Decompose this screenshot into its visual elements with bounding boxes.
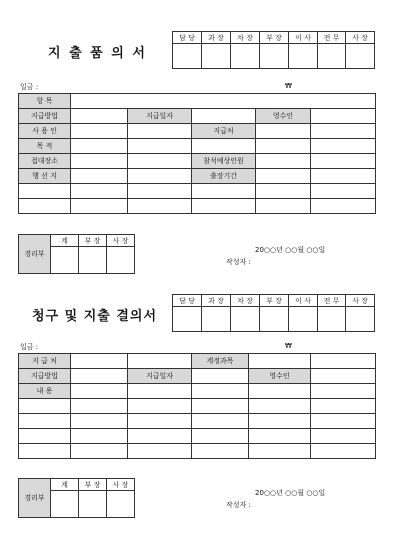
form1-main-table: [18, 93, 376, 214]
receiver-field[interactable]: [311, 369, 376, 384]
payee-field[interactable]: [256, 124, 311, 139]
approval-sign-cell[interactable]: [173, 44, 202, 69]
blank-cell[interactable]: [128, 169, 192, 184]
approval-sign-cell[interactable]: [173, 307, 202, 332]
receiver-field[interactable]: [311, 109, 376, 124]
blank-cell[interactable]: [71, 444, 128, 459]
finance-sign-cell[interactable]: [79, 247, 107, 274]
blank-cell[interactable]: [311, 184, 376, 199]
finance-sign-cell[interactable]: [79, 491, 107, 518]
row-label: 지급일자: [128, 369, 192, 384]
form2-finance-table: [18, 478, 135, 518]
approval-header: 전 무: [318, 295, 346, 307]
form1-won-symbol: ₩: [285, 82, 292, 90]
row-label: 계정과목: [192, 354, 249, 369]
approval-header: 담 당: [173, 32, 202, 44]
blank-cell[interactable]: [19, 444, 71, 459]
blank-cell[interactable]: [311, 124, 376, 139]
blank-cell[interactable]: [256, 139, 311, 154]
approval-header: 이 사: [289, 295, 318, 307]
payee-field[interactable]: [71, 354, 128, 369]
row-label: 접대장소: [19, 154, 71, 169]
row-label: 지급방법: [19, 369, 71, 384]
blank-cell[interactable]: [19, 429, 71, 444]
form2-date-line: 20○○년 ○○월 ○○일: [255, 489, 326, 497]
blank-cell[interactable]: [19, 414, 71, 429]
blank-cell[interactable]: [249, 399, 311, 414]
form1-title: 지 출 품 의 서: [48, 46, 147, 61]
blank-cell[interactable]: [19, 199, 71, 214]
finance-sign-cell[interactable]: [51, 491, 79, 518]
approval-header: 부 장: [260, 32, 289, 44]
blank-cell[interactable]: [311, 169, 376, 184]
row-label: 항 목: [19, 94, 71, 109]
blank-cell[interactable]: [128, 154, 192, 169]
content-field[interactable]: [71, 384, 128, 399]
user-field[interactable]: [71, 124, 128, 139]
blank-cell[interactable]: [71, 429, 128, 444]
finance-header: 사 장: [107, 479, 135, 491]
blank-cell[interactable]: [192, 184, 256, 199]
blank-cell[interactable]: [311, 429, 376, 444]
blank-cell[interactable]: [19, 184, 71, 199]
blank-cell[interactable]: [128, 399, 192, 414]
payment-date-field[interactable]: [192, 109, 256, 124]
blank-cell[interactable]: [311, 199, 376, 214]
approval-header: 차 장: [231, 32, 260, 44]
finance-sign-cell[interactable]: [107, 247, 135, 274]
destination-field[interactable]: [71, 169, 128, 184]
payment-method-field[interactable]: [71, 369, 128, 384]
account-field[interactable]: [249, 354, 311, 369]
blank-cell[interactable]: [128, 184, 192, 199]
approval-header: 과 장: [202, 295, 231, 307]
form2-author-label: 작성자 :: [226, 501, 251, 509]
finance-header: 계: [51, 479, 79, 491]
approval-header: 담 당: [173, 295, 202, 307]
blank-cell[interactable]: [249, 414, 311, 429]
approval-sign-cell[interactable]: [289, 44, 318, 69]
blank-cell[interactable]: [311, 414, 376, 429]
row-label: 사 용 인: [19, 124, 71, 139]
approval-sign-cell[interactable]: [318, 307, 346, 332]
blank-cell[interactable]: [311, 154, 376, 169]
blank-cell[interactable]: [192, 139, 256, 154]
approval-header: 차 장: [231, 295, 260, 307]
blank-cell[interactable]: [256, 184, 311, 199]
blank-cell[interactable]: [128, 384, 192, 399]
blank-cell[interactable]: [128, 414, 192, 429]
blank-cell[interactable]: [71, 199, 128, 214]
blank-cell[interactable]: [249, 429, 311, 444]
blank-cell[interactable]: [71, 399, 128, 414]
approval-sign-cell[interactable]: [318, 44, 346, 69]
blank-cell[interactable]: [19, 399, 71, 414]
blank-cell[interactable]: [192, 414, 249, 429]
finance-sign-cell[interactable]: [51, 247, 79, 274]
finance-dept-label: 경리부: [19, 479, 51, 518]
form2-title: 청구 및 지출 결의서: [32, 309, 158, 324]
approval-sign-cell[interactable]: [260, 44, 289, 69]
row-label: 지급일자: [128, 109, 192, 124]
form2-approval-table: [172, 294, 375, 332]
approval-sign-cell[interactable]: [346, 44, 375, 69]
blank-cell[interactable]: [192, 399, 249, 414]
blank-cell[interactable]: [71, 184, 128, 199]
approval-sign-cell[interactable]: [202, 44, 231, 69]
finance-header: 계: [51, 235, 79, 247]
blank-cell[interactable]: [192, 384, 249, 399]
blank-cell[interactable]: [128, 139, 192, 154]
blank-cell[interactable]: [192, 199, 256, 214]
form1-date-line: 20○○년 ○○월 ○○일: [255, 246, 326, 254]
row-label: 영수인: [256, 109, 311, 124]
blank-cell[interactable]: [128, 124, 192, 139]
row-label: 영수인: [249, 369, 311, 384]
payment-date-field[interactable]: [192, 369, 249, 384]
row-label: 출장기간: [192, 169, 256, 184]
purpose-field[interactable]: [71, 139, 128, 154]
approval-header: 전 무: [318, 32, 346, 44]
approval-header: 부 장: [260, 295, 289, 307]
form1-amount-label: 일금 :: [20, 83, 39, 91]
row-label: 목 적: [19, 139, 71, 154]
blank-cell[interactable]: [71, 414, 128, 429]
row-label: 지급처: [192, 124, 256, 139]
blank-cell[interactable]: [311, 354, 376, 369]
finance-header: 부 장: [79, 479, 107, 491]
approval-sign-cell[interactable]: [202, 307, 231, 332]
approval-sign-cell[interactable]: [260, 307, 289, 332]
form2-won-symbol: ₩: [285, 342, 292, 350]
approval-sign-cell[interactable]: [231, 44, 260, 69]
form2-amount-label: 일금 :: [20, 343, 39, 351]
blank-cell[interactable]: [192, 429, 249, 444]
blank-cell[interactable]: [311, 444, 376, 459]
approval-header: 과 장: [202, 32, 231, 44]
form1-approval-table: [172, 31, 375, 69]
row-label: 내 용: [19, 384, 71, 399]
payment-method-field[interactable]: [71, 109, 128, 124]
approval-sign-cell[interactable]: [231, 307, 260, 332]
approval-header: 사 장: [346, 295, 375, 307]
approval-sign-cell[interactable]: [346, 307, 375, 332]
blank-cell[interactable]: [128, 199, 192, 214]
row-label: 행 선 지: [19, 169, 71, 184]
blank-cell[interactable]: [311, 384, 376, 399]
trip-period-field[interactable]: [256, 169, 311, 184]
finance-dept-label: 경리부: [19, 235, 51, 274]
form1-finance-table: [18, 234, 135, 274]
blank-cell[interactable]: [311, 399, 376, 414]
blank-cell[interactable]: [256, 199, 311, 214]
form2-main-table: [18, 353, 376, 459]
venue-field[interactable]: [71, 154, 128, 169]
blank-cell[interactable]: [311, 139, 376, 154]
approval-header: 이 사: [289, 32, 318, 44]
form1-author-label: 작성자 :: [226, 258, 251, 266]
blank-cell[interactable]: [128, 444, 192, 459]
item-field[interactable]: [71, 94, 376, 109]
finance-header: 사 장: [107, 235, 135, 247]
row-label: 참석예상인원: [192, 154, 256, 169]
finance-header: 부 장: [79, 235, 107, 247]
attendees-field[interactable]: [256, 154, 311, 169]
row-label: 지 급 처: [19, 354, 71, 369]
blank-cell[interactable]: [128, 429, 192, 444]
blank-cell[interactable]: [249, 444, 311, 459]
approval-sign-cell[interactable]: [289, 307, 318, 332]
finance-sign-cell[interactable]: [107, 491, 135, 518]
blank-cell[interactable]: [128, 354, 192, 369]
approval-header: 사 장: [346, 32, 375, 44]
blank-cell[interactable]: [192, 444, 249, 459]
blank-cell[interactable]: [249, 384, 311, 399]
row-label: 지급방법: [19, 109, 71, 124]
